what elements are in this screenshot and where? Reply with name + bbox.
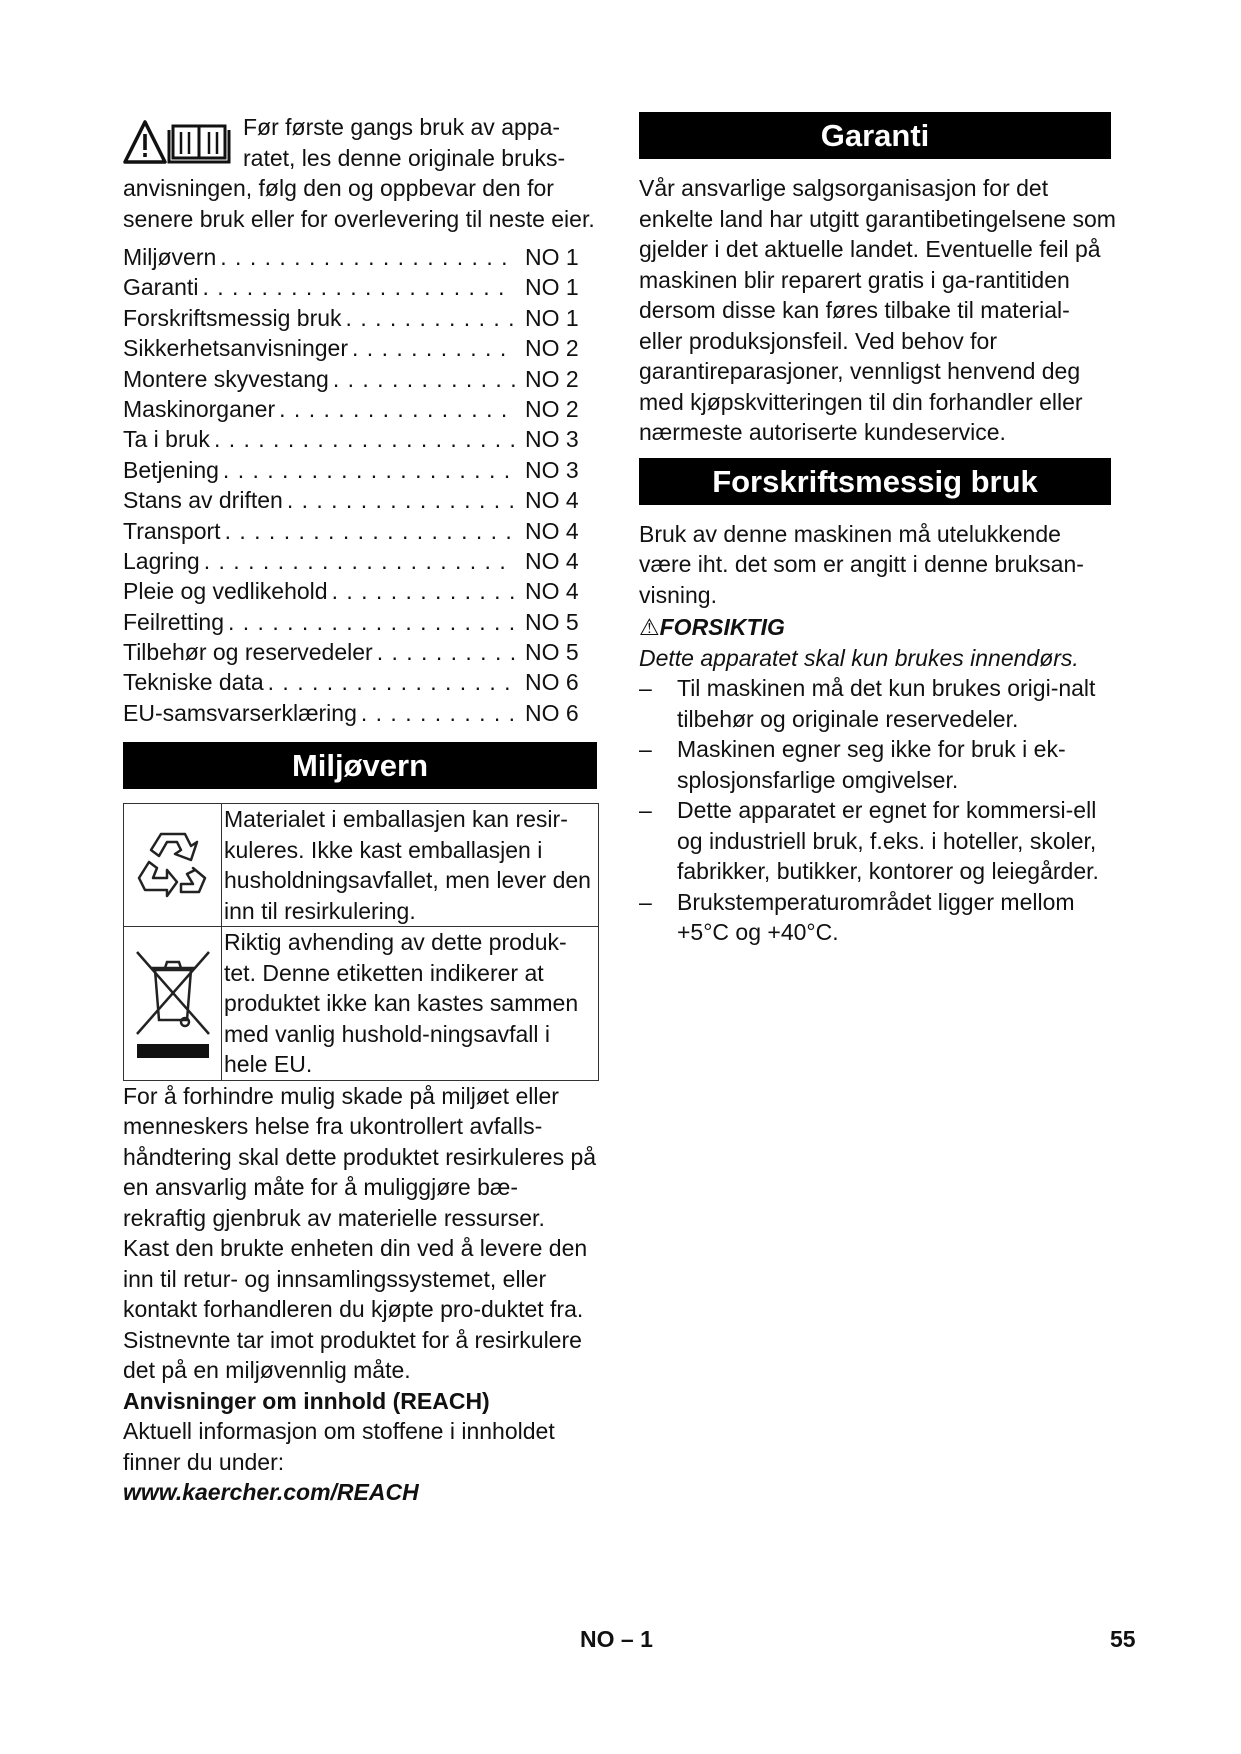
toc-item[interactable]: Ta i bruk . . . NO 3 [123,424,597,454]
left-column [123,112,597,1508]
warranty-heading: Garanti [639,112,1111,159]
toc-item[interactable]: Garanti . . . NO 1 [123,272,597,302]
recycle-icon [131,820,215,904]
recycle-text: Materialet i emballasjen kan resir-kuleres. Ikke kast emballasjen i husholdningsavfallet, men lever den inn til resirkulering. [222,804,599,927]
environment-heading: Miljøvern [123,742,597,789]
intro-line-1: Før første gangs bruk av appa- [243,114,561,140]
toc-item[interactable]: Transport . . . NO 4 [123,516,597,546]
toc-item[interactable]: Stans av driften . . . NO 4 [123,485,597,515]
toc-item[interactable]: Forskriftsmessig bruk . . . NO 1 [123,303,597,333]
disposal-cell [124,927,222,1081]
footer-section: NO – 1 [580,1626,653,1652]
footer-page-number: 55 [1110,1626,1136,1652]
toc-item[interactable]: Betjening . . . NO 3 [123,455,597,485]
intended-use-heading: Forskriftsmessig bruk [639,458,1111,505]
reach-heading: Anvisninger om innhold (REACH) [123,1387,490,1414]
intro-block [123,112,597,173]
disposal-text: Riktig avhending av dette produk-tet. Denne etiketten indikerer at produktet ikke kan kastes sammen med vanlig hushold-ningsavfall i hele EU. [222,927,599,1081]
toc-item[interactable]: Maskinorganer . . . NO 2 [123,394,597,424]
toc-item[interactable]: Sikkerhetsanvisninger . . . NO 2 [123,333,597,363]
list-item: – Maskinen egner seg ikke for bruk i ek-splosjonsfarlige omgivelser. [639,736,1066,793]
right-column [639,112,1117,948]
intended-use-list [639,673,1117,948]
toc-item[interactable]: Lagring . . . NO 4 [123,546,597,576]
warranty-text: Vår ansvarlige salgsorganisasjon for det enkelte land har utgitt garantibetingelsene som gjelder i det aktuelle landet. Eventuelle feil på maskinen blir reparert gratis i ga-rantitiden dersom disse kan føres tilbake til material- eller produksjonsfeil. Ved behov for garantireparasjoner, vennligst henvend deg med kjøpskvitteringen til din forhandler eller nærmeste autoriserte kundeservice. [639,175,1116,445]
recycle-cell [124,804,222,927]
caution-icon: ⚠ [639,614,660,640]
table-of-contents [123,242,597,728]
reach-link[interactable]: www.kaercher.com/REACH [123,1479,419,1506]
toc-item[interactable]: Miljøvern . . . NO 1 [123,242,597,272]
toc-item[interactable]: Montere skyvestang . . . NO 2 [123,364,597,394]
toc-item[interactable]: Tekniske data . . . NO 6 [123,667,597,697]
caution-label: ⚠FORSIKTIG [639,614,785,640]
warning-manual-icon [123,118,235,166]
list-item: – Til maskinen må det kun brukes origi-nalt tilbehør og originale reservedeler. [639,675,1096,732]
reach-text: Aktuell informasjon om stoffene i innholdet finner du under: [123,1418,555,1475]
intro-text: anvisningen, følg den og oppbevar den for senere bruk eller for overlevering til neste eier. [123,175,595,232]
toc-item[interactable]: Tilbehør og reservedeler . . . NO 5 [123,637,597,667]
environment-paragraph: For å forhindre mulig skade på miljøet eller menneskers helse fra ukontrollert avfalls-håndtering skal dette produktet resirkuleres på en ansvarlig måte for å muliggjøre bæ-rekraftig gjenbruk av materielle ressurser. Kast den brukte enheten din ved å levere den inn til retur- og innsamlingssystemet, eller kontakt forhandleren du kjøpte pro-duktet fra. Sistnevnte tar imot produktet for å resirkulere det på en miljøvennlig måte. [123,1082,597,1384]
toc-item[interactable]: EU-samsvarserklæring . . . NO 6 [123,698,597,728]
intro-line-2: ratet, les denne originale bruks- [243,144,566,171]
intended-use-text: Bruk av denne maskinen må utelukkende være iht. det som er angitt i denne bruksan-visning. [639,520,1084,608]
list-item: – Dette apparatet er egnet for kommersi-ell og industriell bruk, f.eks. i hoteller, skoler, fabrikker, butikker, kontorer og leiegårder. [639,797,1099,884]
toc-item[interactable]: Feilretting . . . NO 5 [123,607,597,637]
environment-table [123,803,599,1081]
list-item: – Brukstemperaturområdet ligger mellom +5°C og +40°C. [639,888,1075,945]
toc-item[interactable]: Pleie og vedlikehold . . . NO 4 [123,576,597,606]
caution-text: Dette apparatet skal kun brukes innendørs. [639,644,1079,671]
crossed-bin-icon [131,940,215,1060]
